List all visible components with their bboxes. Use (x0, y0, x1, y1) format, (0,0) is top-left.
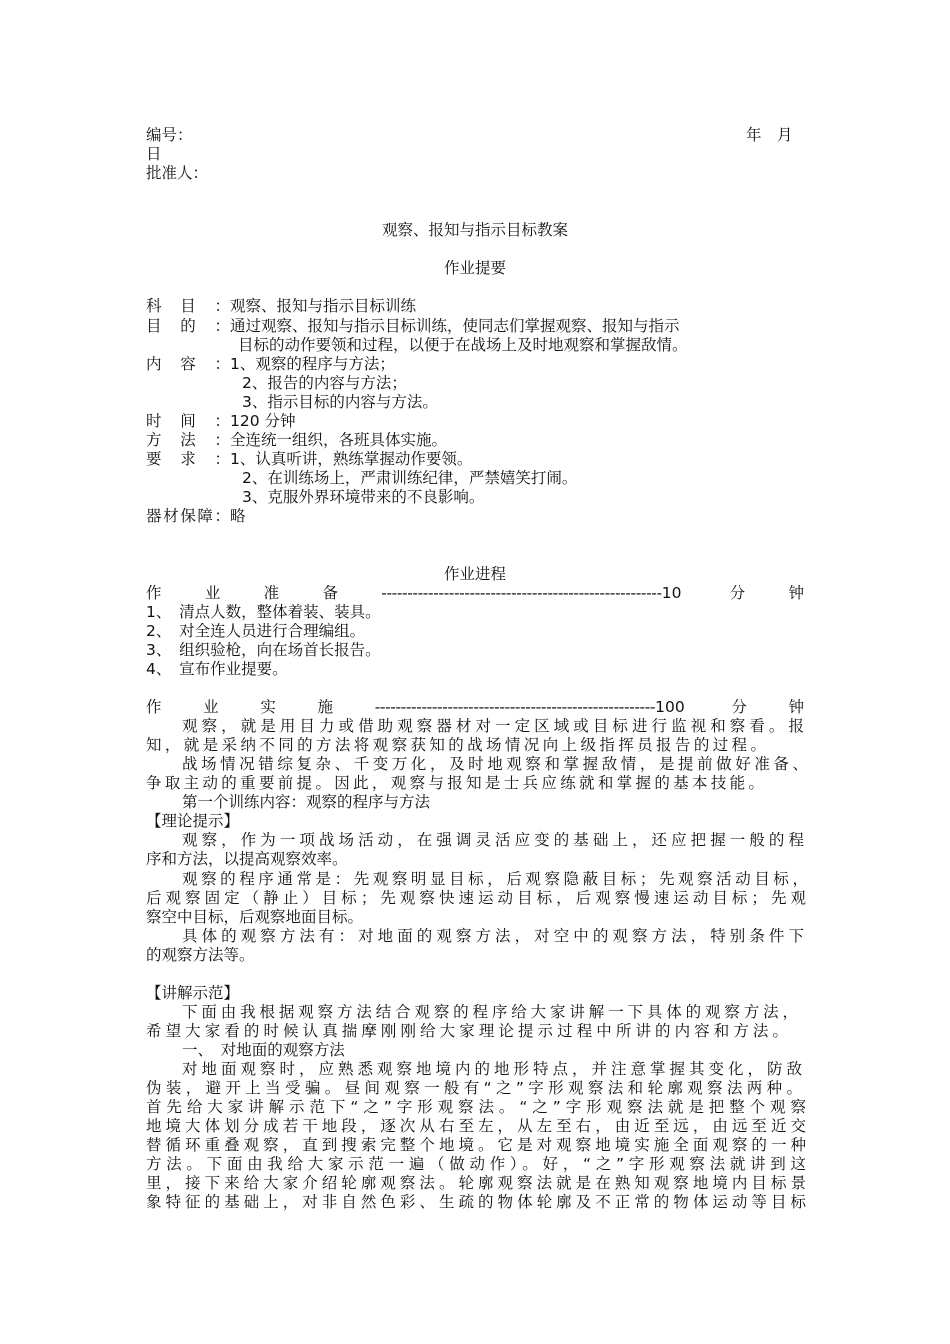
section-heading: 一、 对地面的观察方法 (182, 1041, 345, 1059)
paragraph-line: 对地面观察时，应熟悉观察地境内的地形特点，并注意掌握其变化，防敌 (182, 1060, 802, 1078)
paragraph-line: 里，接下来给大家介绍轮廓观察法。轮廓观察法就是在熟知观察地境内目标景 (146, 1174, 806, 1192)
prep-duration: 10 分钟 (661, 584, 804, 602)
method-value: 全连统一组织，各班具体实施。 (230, 431, 448, 449)
paragraph-line: 的观察方法等。 (146, 946, 255, 964)
requirements-row (146, 450, 472, 468)
prep-item: 1、 清点人数，整体着装、装具。 (146, 603, 381, 621)
prep-item: 3、 组织验枪，向在场首长报告。 (146, 641, 381, 659)
time-label: 时间： (146, 412, 230, 430)
impl-label: 作业实施 (146, 698, 375, 716)
requirement-item: 1、认真听讲，熟练掌握动作要领。 (230, 450, 473, 468)
content-item: 3、指示目标的内容与方法。 (242, 393, 438, 411)
equipment-value: 略 (230, 507, 246, 525)
purpose-line-1: 通过观察、报知与指示目标训练，使同志们掌握观察、报知与指示 (230, 317, 680, 335)
time-value: 120 分钟 (230, 412, 296, 430)
impl-duration: 100 分钟 (655, 698, 804, 716)
paragraph-line: 替循环重叠观察，直到搜索完整个地境。它是对观察地境实施全面观察的一种 (146, 1136, 806, 1154)
content-label: 内容： (146, 355, 230, 373)
purpose-row (146, 317, 680, 335)
paragraph-line: 后观察固定（静止）目标；先观察快速运动目标，后观察慢速运动目标；先观 (146, 889, 806, 907)
process-heading: 作业进程 (443, 565, 506, 583)
requirements-label: 要求： (146, 450, 230, 468)
prep-label: 作业准备 (146, 584, 382, 602)
prep-row (146, 584, 804, 602)
day-label: 日 (146, 145, 162, 163)
paragraph-line: 方法。下面由我给大家示范一遍（做动作）。好，“之”字形观察法就讲到这 (146, 1155, 806, 1173)
paragraph-line: 战场情况错综复杂、千变万化，及时地观察和掌握敌情，是提前做好准备、 (182, 755, 808, 773)
requirement-item: 3、克服外界环境带来的不良影响。 (242, 488, 485, 506)
prep-dashes: ------------------------------------------------------ (381, 584, 662, 602)
subject-label: 科目： (146, 297, 230, 315)
purpose-line-2: 目标的动作要领和过程，以便于在战场上及时地观察和掌握敌情。 (238, 336, 688, 354)
paragraph-line: 具体的观察方法有：对地面的观察方法，对空中的观察方法，特别条件下 (182, 927, 804, 945)
paragraph-line: 地境大体划分成若干地段，逐次从右至左，从左至右，由近至远，由远至近交 (146, 1117, 806, 1135)
paragraph-line: 观察，作为一项战场活动，在强调灵活应变的基础上，还应把握一般的程 (182, 831, 804, 849)
prep-item: 4、 宣布作业提要。 (146, 660, 288, 678)
time-row (146, 412, 296, 430)
year-month-label: 年 月 (746, 126, 793, 144)
demo-heading: 【讲解示范】 (146, 984, 240, 1002)
first-training-item: 第一个训练内容：观察的程序与方法 (182, 793, 431, 811)
theory-heading: 【理论提示】 (146, 812, 240, 830)
number-label: 编号： (146, 126, 193, 144)
subject-value: 观察、报知与指示目标训练 (230, 297, 417, 315)
approver-label: 批准人： (146, 164, 209, 182)
paragraph-line: 首先给大家讲解示范下“之”字形观察法。“之”字形观察法就是把整个观察 (146, 1098, 806, 1116)
content-item: 2、报告的内容与方法； (242, 374, 407, 392)
paragraph-line: 希望大家看的时候认真揣摩刚刚给大家理论提示过程中所讲的内容和方法。 (146, 1022, 788, 1040)
content-item: 1、观察的程序与方法； (230, 355, 395, 373)
impl-row (146, 698, 804, 716)
paragraph-line: 伪装，避开上当受骗。昼间观察一般有“之”字形观察法和轮廓观察法两种。 (146, 1079, 802, 1097)
equipment-row (146, 507, 246, 525)
method-label: 方法： (146, 431, 230, 449)
purpose-label: 目的： (146, 317, 230, 335)
paragraph-line: 象特征的基础上，对非自然色彩、生疏的物体轮廓及不正常的物体运动等目标 (146, 1193, 806, 1211)
document-title: 观察、报知与指示目标教案 (381, 221, 568, 239)
content-row (146, 355, 395, 373)
paragraph-line: 序和方法，以提高观察效率。 (146, 850, 348, 868)
requirement-item: 2、在训练场上，严肃训练纪律，严禁嬉笑打闹。 (242, 469, 578, 487)
equipment-label: 器材保障： (146, 507, 230, 525)
subject-row (146, 297, 416, 315)
paragraph-line: 观察的程序通常是：先观察明显目标，后观察隐蔽目标；先观察活动目标， (182, 870, 808, 888)
paragraph-line: 知，就是采纳不同的方法将观察获知的战场情况向上级指挥员报告的过程。 (146, 736, 766, 754)
impl-dashes: ------------------------------------------------------ (374, 698, 656, 716)
paragraph-line: 观察，就是用目力或借助观察器材对一定区域或目标进行监视和察看。报 (182, 717, 804, 735)
outline-heading: 作业提要 (443, 259, 506, 277)
paragraph-line: 察空中目标，后观察地面目标。 (146, 908, 364, 926)
method-row (146, 431, 447, 449)
prep-item: 2、 对全连人员进行合理编组。 (146, 622, 366, 640)
paragraph-line: 下面由我根据观察方法结合观察的程序给大家讲解一下具体的观察方法， (182, 1003, 798, 1021)
paragraph-line: 争取主动的重要前提。因此，观察与报知是士兵应练就和掌握的基本技能。 (146, 774, 764, 792)
